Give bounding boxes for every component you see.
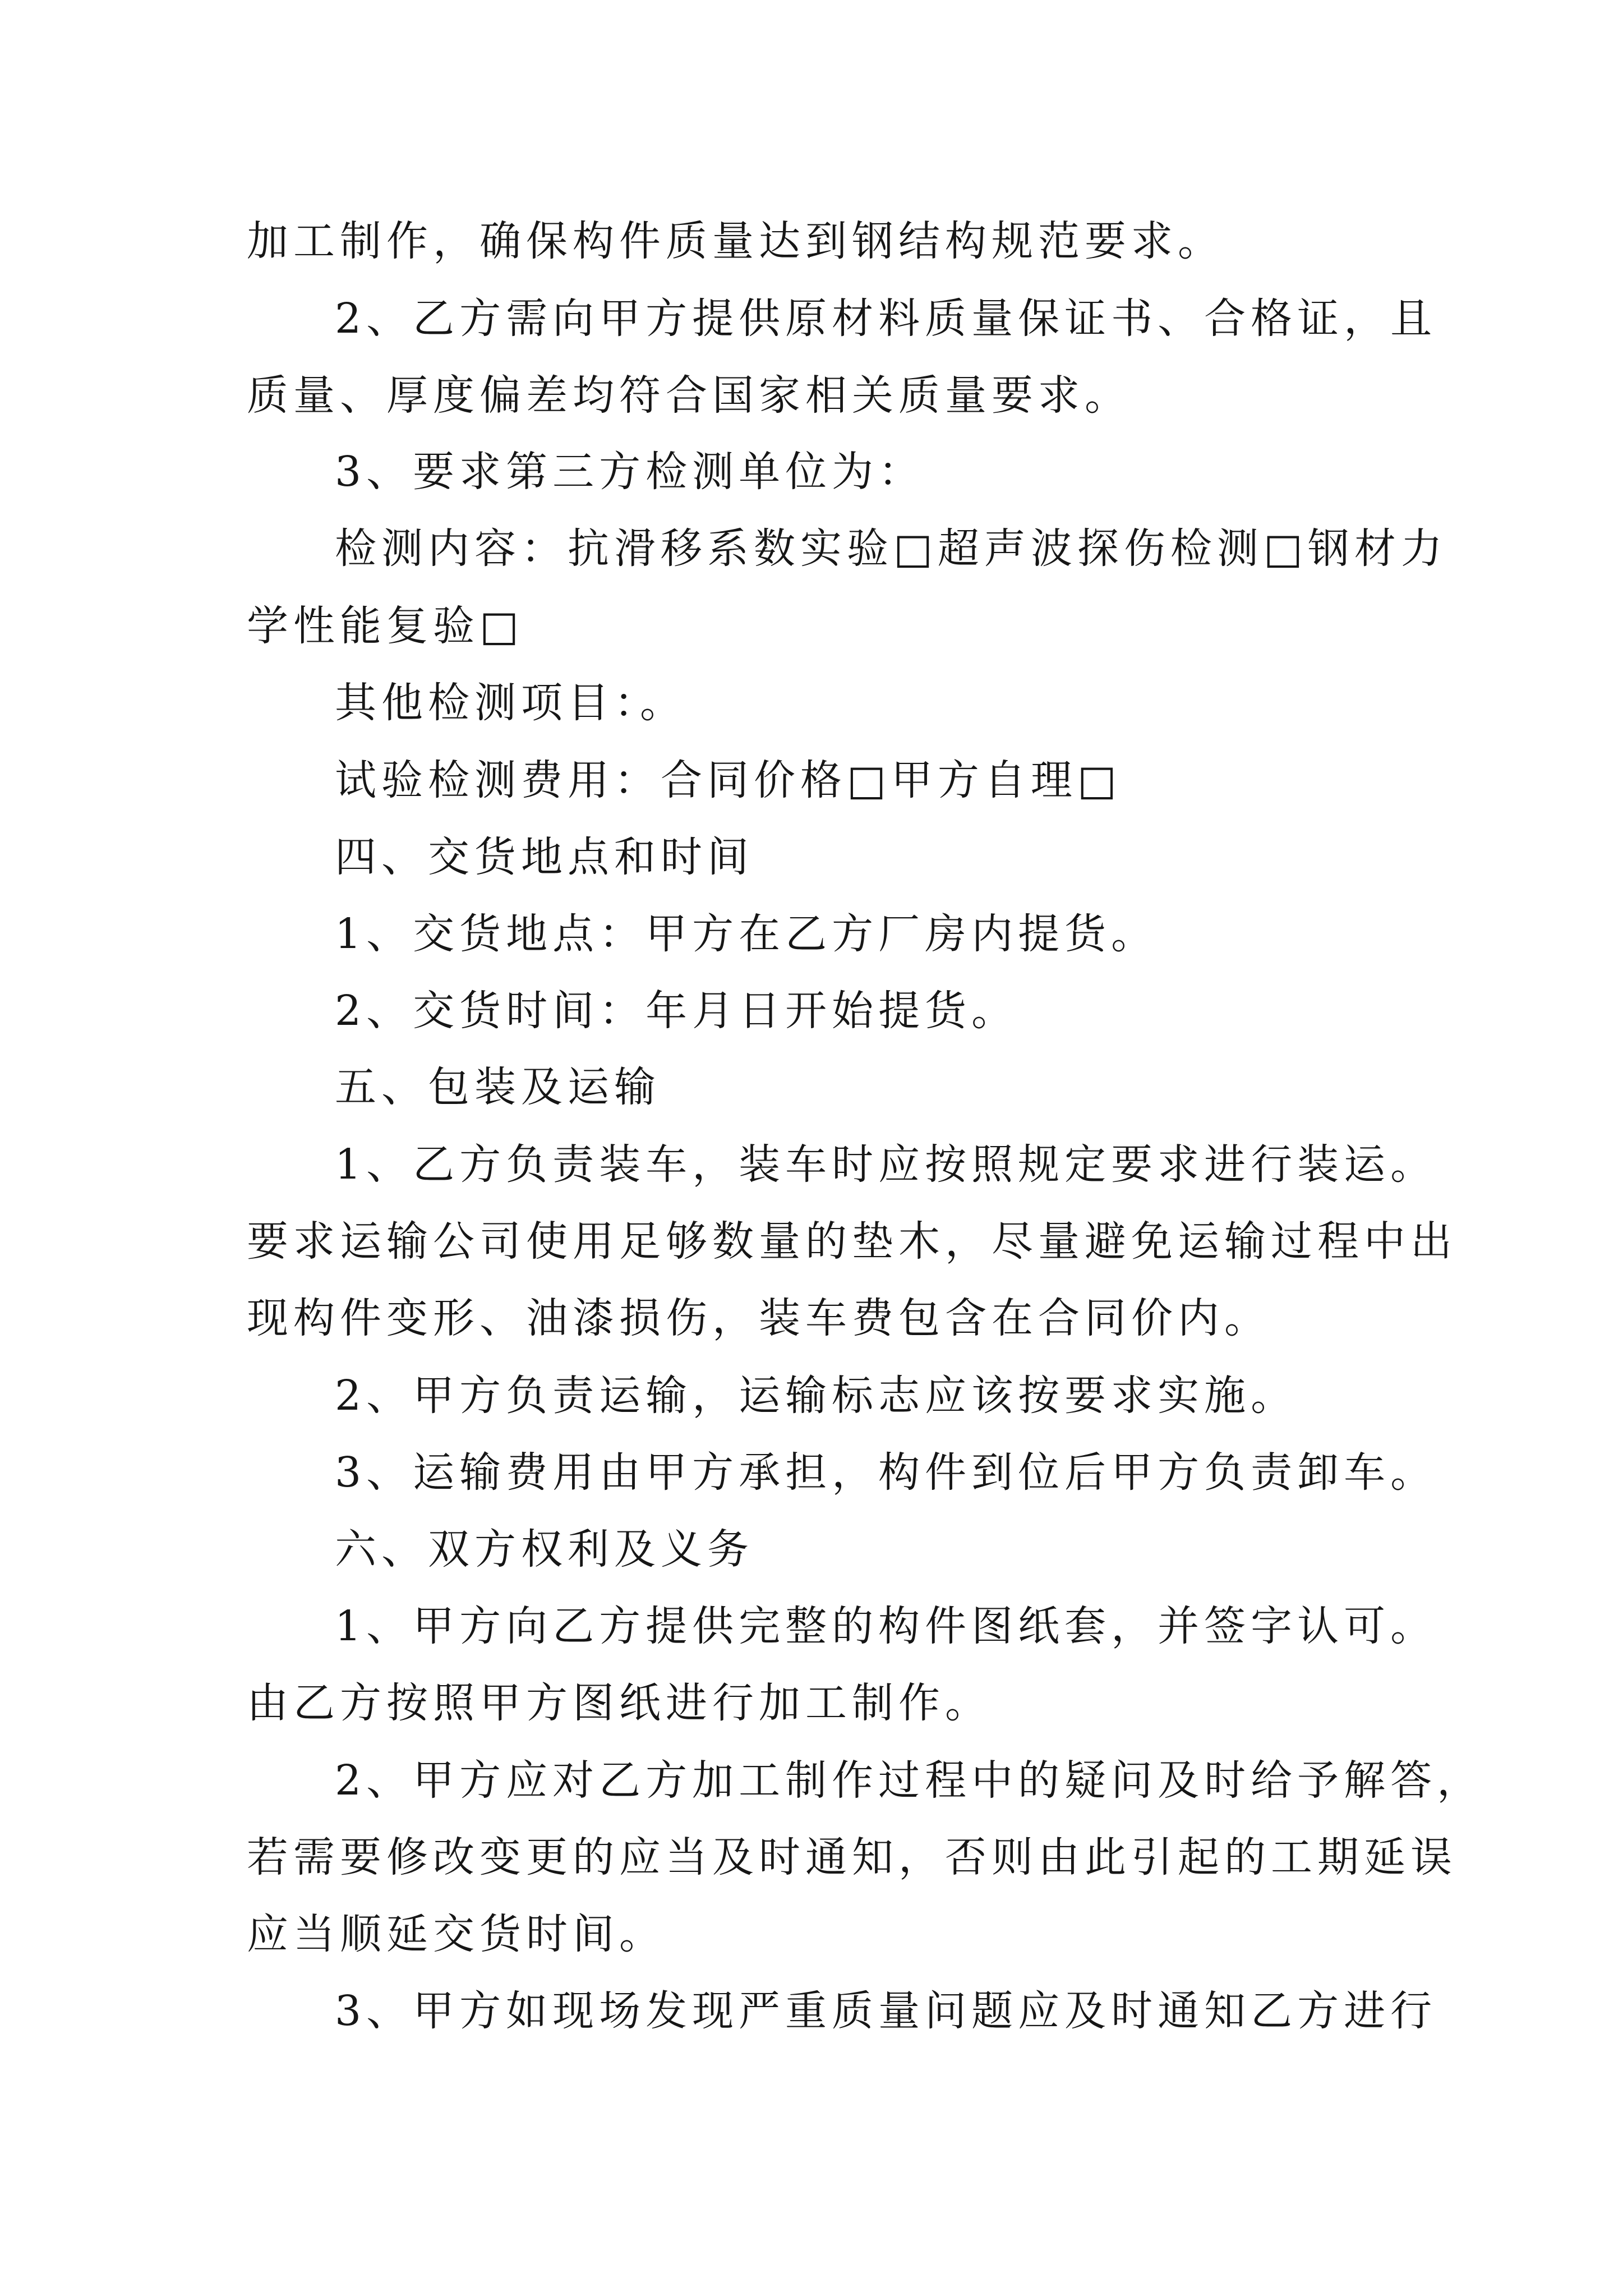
text-line: 2、甲方应对乙方加工制作过程中的疑问及时给予解答， xyxy=(335,1756,1484,1805)
text-line: 2、甲方负责运输，运输标志应该按要求实施。 xyxy=(335,1372,1298,1420)
text-line: 要求运输公司使用足够数量的垫木，尽量避免运输过程中出 xyxy=(247,1217,1457,1266)
text-line: 由乙方按照甲方图纸进行加工制作。 xyxy=(247,1679,992,1727)
text-line: 五、包装及运输 xyxy=(335,1063,661,1111)
text-line: 3、甲方如现场发现严重质量问题应及时通知乙方进行 xyxy=(335,1987,1437,2035)
text-line: 六、双方权利及义务 xyxy=(335,1525,754,1573)
text-line: 应当顺延交货时间。 xyxy=(247,1910,666,1958)
text-line: 2、乙方需向甲方提供原材料质量保证书、合格证，且 xyxy=(335,295,1437,343)
text-line: 若需要修改变更的应当及时通知，否则由此引起的工期延误 xyxy=(247,1833,1457,1881)
text-line: 检测内容：抗滑移系数实验□超声波探伤检测□钢材力 xyxy=(335,524,1447,573)
text-line: 1、乙方负责装车，装车时应按照规定要求进行装运。 xyxy=(335,1140,1437,1189)
text-line: 四、交货地点和时间 xyxy=(335,833,754,881)
text-line: 试验检测费用：合同价格□甲方自理□ xyxy=(335,756,1122,804)
text-line: 1、交货地点：甲方在乙方厂房内提货。 xyxy=(335,910,1158,958)
text-line: 质量、厚度偏差均符合国家相关质量要求。 xyxy=(247,371,1131,420)
text-line: 3、运输费用由甲方承担，构件到位后甲方负责卸车。 xyxy=(335,1448,1437,1497)
text-line: 现构件变形、油漆损伤，装车费包含在合同价内。 xyxy=(247,1294,1271,1342)
text-line: 1、甲方向乙方提供完整的构件图纸套，并签字认可。 xyxy=(335,1602,1437,1650)
text-line: 3、要求第三方检测单位为： xyxy=(335,448,925,496)
text-line: 加工制作，确保构件质量达到钢结构规范要求。 xyxy=(247,217,1224,265)
text-line: 学性能复验□ xyxy=(247,602,524,650)
text-line: 2、交货时间：年月日开始提货。 xyxy=(335,987,1018,1035)
text-line: 其他检测项目：。 xyxy=(335,679,686,727)
